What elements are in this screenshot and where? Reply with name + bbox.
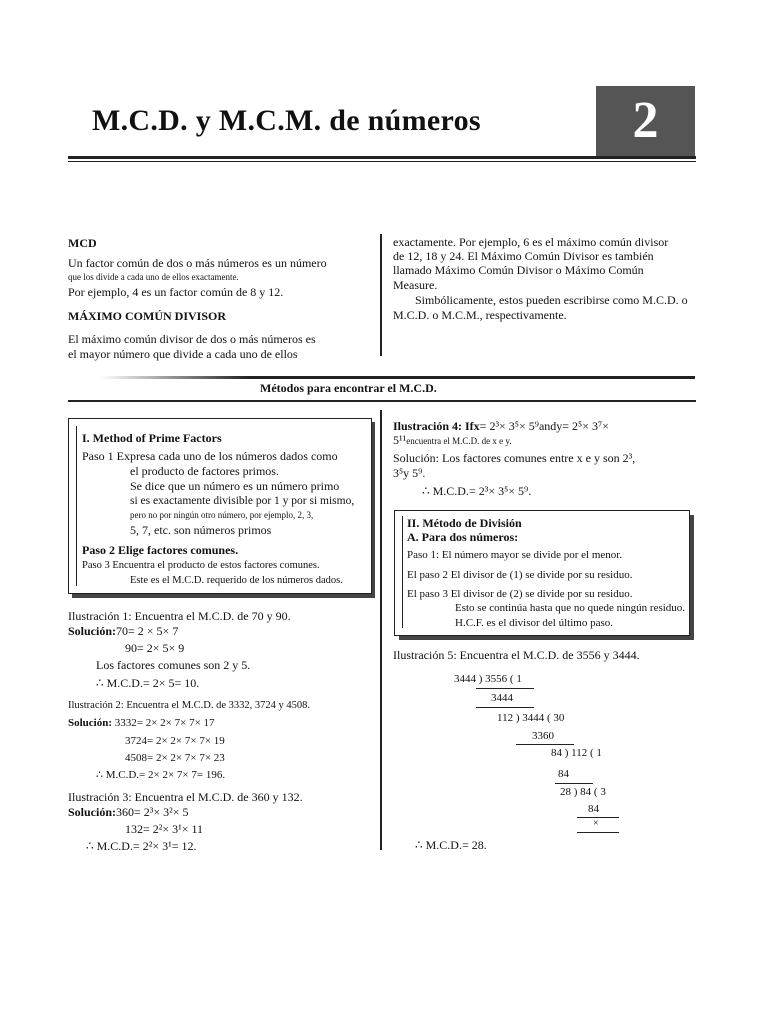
method1-step-line: Se dice que un número es un número primo [130,479,340,493]
ilustr4-heading-expr: = 2³× 3⁵× 5⁹andy= 2⁵× 3⁷× [479,419,609,433]
solution-label: Solución: [68,624,117,638]
method1-step-line: si es exactamente divisible por 1 y por si mismo, [130,495,355,507]
method1-step-line: pero no por ningún otro número, por ejemplo, 2, 3, [130,510,314,520]
mcd-heading: MCD [68,236,97,250]
column-divider [380,234,382,356]
division-step: 112 ) 3444 ( 30 [497,712,565,724]
method1-title: I. Method of Prime Factors [82,431,222,445]
division-end-mark: × [593,818,599,829]
division-subtrahend: 84 [588,803,599,815]
division-step: 28 ) 84 ( 3 [560,786,606,798]
factorization-line: 360= 2³× 3²× 5 [116,805,189,819]
division-step: 84 ) 112 ( 1 [551,747,602,759]
division-step: 3444 ) 3556 ( 1 [454,673,522,685]
intro-right-line: de 12, 18 y 24. El Máximo Común Divisor es también [393,249,654,263]
method1-inner-border [76,426,77,586]
ilustr4-heading-line: encuentra el M.C.D. de x e y. [406,436,512,446]
method2-step-line: El paso 2 El divisor de (1) se divide por su residuo. [407,569,633,581]
factorization-line: 132= 2²× 3¹× 11 [125,822,204,836]
method2-step-line: Paso 1: El número mayor se divide por el menor. [407,549,623,561]
factorization-line: 3724= 2× 2× 7× 7× 19 [125,735,225,747]
mcd-definition-line: que los divide a cada uno de ellos exactamente. [68,272,239,282]
mcd-example-line: Por ejemplo, 4 es un factor común de 8 y 12. [68,285,284,299]
maximo-definition-line: El máximo común divisor de dos o más números es [68,332,316,346]
method2-title: II. Método de División [407,516,522,530]
ilustr4-heading-label: Ilustración 4: Ifx [393,419,480,433]
division-rule [476,707,534,708]
division-rule [577,832,619,833]
ilustr4-exponent: 5¹¹ [393,433,407,447]
intro-right-line: M.C.D. o M.C.M., respectivamente. [393,308,567,322]
page-title: M.C.D. y M.C.M. de números [92,104,481,137]
intro-right-line: exactamente. Por ejemplo, 6 es el máximo común divisor [393,235,669,249]
method1-step-line: 5, 7, etc. son números primos [130,523,272,537]
division-rule [516,744,574,745]
division-rule [476,688,534,689]
ilustr1-heading: Ilustración 1: Encuentra el M.C.D. de 70 y 90. [68,609,291,623]
mcd-definition-line: Un factor común de dos o más números es un número [68,256,327,270]
result-line: ∴ M.C.D.= 2²× 3¹= 12. [86,839,197,853]
intro-right-line: Measure. [393,278,438,292]
column-divider [380,410,382,850]
result-line: ∴ M.C.D.= 2³× 3⁵× 5⁹. [422,484,532,498]
solution-label: Solución: [68,805,117,819]
ilustr3-heading: Ilustración 3: Encuentra el M.C.D. de 360 y 132. [68,790,303,804]
intro-right-line: llamado Máximo Común Divisor o Máximo Común [393,263,644,277]
maximo-definition-line: el mayor número que divide a cada uno de ellos [68,347,298,361]
method2-inner-border [402,516,403,628]
section-rule-bottom [68,400,696,402]
factorization-line: 3332= 2× 2× 7× 7× 17 [114,717,215,729]
division-subtrahend: 84 [558,768,569,780]
factorization-line: 90= 2× 5× 9 [125,641,185,655]
factorization-line: 4508= 2× 2× 7× 7× 23 [125,752,225,764]
method1-step-line: Paso 1 Expresa cada uno de los números dados como [82,449,338,463]
method1-step-line: Paso 2 Elige factores comunes. [82,543,239,557]
method1-step-line: Este es el M.C.D. requerido de los números dados. [130,575,343,586]
ilustr4-solution-line: Solución: Los factores comunes entre x e y son 2³, [393,451,636,465]
result-line: ∴ M.C.D.= 2× 2× 7× 7= 196. [96,769,226,781]
solution-label: Solución: [68,717,113,729]
result-line: ∴ M.C.D.= 28. [415,838,487,852]
method2-step-line: El paso 3 El divisor de (2) se divide por su residuo. [407,588,633,600]
chapter-number-badge: 2 [596,86,695,156]
ilustr2-heading: Ilustración 2: Encuentra el M.C.D. de 3332, 3724 y 4508. [68,700,311,711]
method2-note: H.C.F. es el divisor del último paso. [455,617,614,629]
method1-step-line: Paso 3 Encuentra el producto de estos factores comunes. [82,560,320,571]
ilustr4-solution-line: 3⁵y 5⁹. [393,466,426,480]
division-subtrahend: 3360 [532,730,554,742]
section-rule-top [100,376,695,379]
header-rule-thin [68,161,696,162]
method1-step-line: el producto de factores primos. [130,464,279,478]
factorization-line: 70= 2 × 5× 7 [116,624,179,638]
result-line: ∴ M.C.D.= 2× 5= 10. [96,676,200,690]
maximo-heading: MÁXIMO COMÚN DIVISOR [68,309,226,323]
ilustr5-heading: Ilustración 5: Encuentra el M.C.D. de 3556 y 3444. [393,648,640,662]
method2-subtitle: A. Para dos números: [407,530,519,544]
header-rule [68,156,696,159]
section-heading: Métodos para encontrar el M.C.D. [260,381,437,395]
intro-right-line: Simbólicamente, estos pueden escribirse como M.C.D. o [415,293,688,307]
method2-note: Esto se continúa hasta que no quede ningún residuo. [455,602,686,614]
division-rule [555,783,593,784]
division-subtrahend: 3444 [491,692,513,704]
common-factors-line: Los factores comunes son 2 y 5. [96,658,251,672]
